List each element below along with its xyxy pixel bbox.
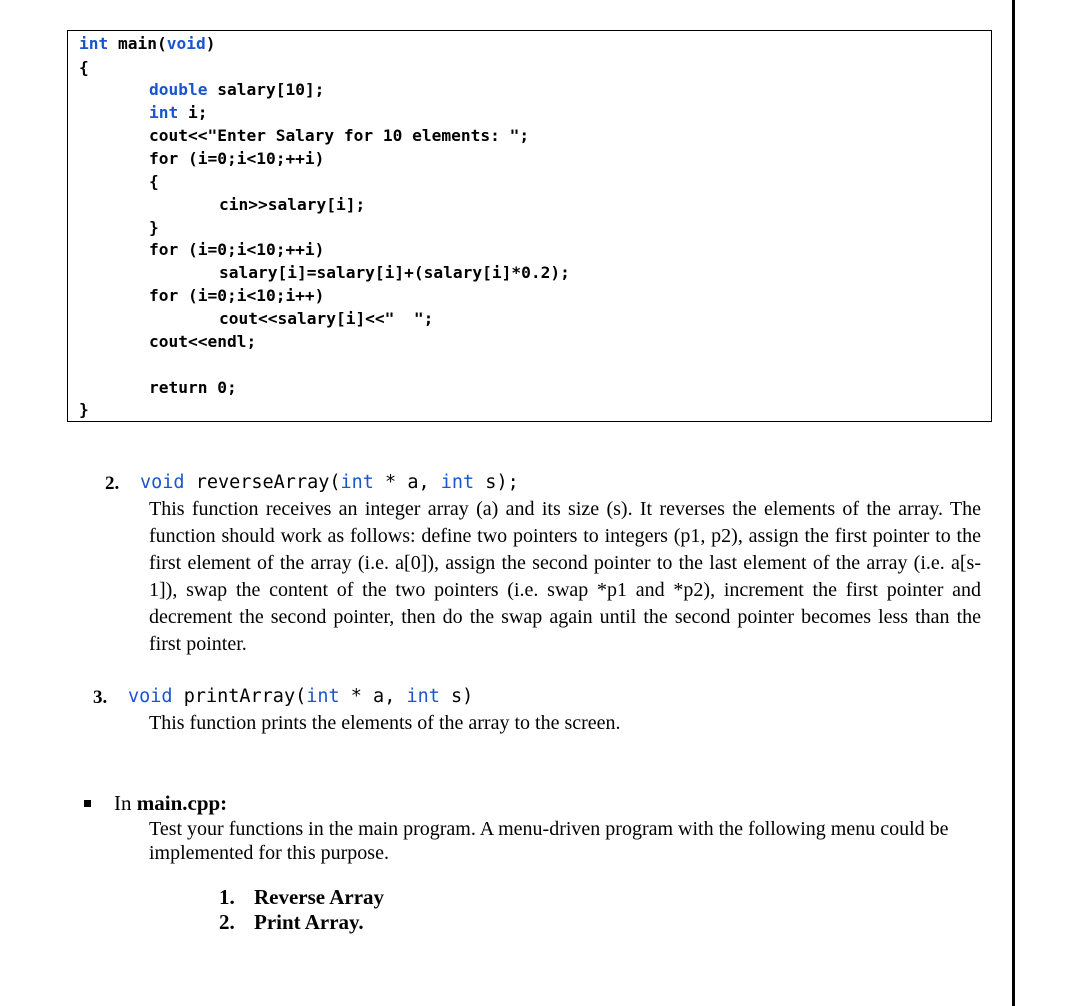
item2-signature: void reverseArray(int * a, int s);: [140, 472, 519, 493]
item3-number: 3.: [93, 687, 108, 708]
code-line-9: salary[i]=salary[i]+(salary[i]*0.2);: [219, 263, 570, 282]
code-line-8: for (i=0;i<10;++i): [149, 240, 325, 259]
code-line-13: return 0;: [149, 378, 237, 397]
item3-signature: void printArray(int * a, int s): [128, 686, 474, 707]
code-line-4: for (i=0;i<10;++i): [149, 149, 325, 168]
code-line-open-brace: {: [79, 58, 89, 77]
bullet-square-icon: [84, 800, 91, 807]
menu-item: 1. Reverse Array: [219, 885, 385, 909]
code-line-12: cout<<endl;: [149, 332, 257, 351]
code-line-5: {: [149, 172, 159, 191]
code-line-11: cout<<salary[i]<<" ";: [219, 309, 434, 328]
code-line-close-brace: }: [79, 400, 89, 419]
item2-description: This function receives an integer array (a) and its size (s). It reverses the elements of the array. The function should work as follows: define two pointers to integers (p1, p2), assign the first pointer to the first element of the array (i.e. a[0]), assign the second pointer to the last element of the array (i.e. a[s-1]), swap the content of the two pointers (i.e. swap *p1 and *p2), increment the first pointer and decrement the second pointer, then do the swap again until the second pointer becomes less than the first pointer.: [149, 498, 981, 655]
code-line-6: cin>>salary[i];: [219, 195, 366, 214]
code-line-signature: int main(void): [79, 34, 216, 53]
menu-item: 2. Print Array.: [219, 910, 364, 934]
code-line-2: int i;: [149, 103, 208, 122]
item2-number: 2.: [105, 473, 120, 494]
code-line-7: }: [149, 218, 159, 237]
item3-description: This function prints the elements of the array to the screen.: [149, 712, 621, 734]
code-line-1: double salary[10];: [149, 80, 325, 99]
code-line-3: cout<<"Enter Salary for 10 elements: ";: [149, 126, 530, 145]
page-right-border: [1012, 0, 1015, 1006]
main-section-heading: In main.cpp:: [114, 791, 228, 815]
main-section-description: Test your functions in the main program. A menu-driven program with the following menu could be implemented for this purpose.: [149, 818, 949, 864]
code-block: [67, 30, 992, 422]
code-line-10: for (i=0;i<10;i++): [149, 286, 325, 305]
menu-list: [219, 885, 384, 935]
